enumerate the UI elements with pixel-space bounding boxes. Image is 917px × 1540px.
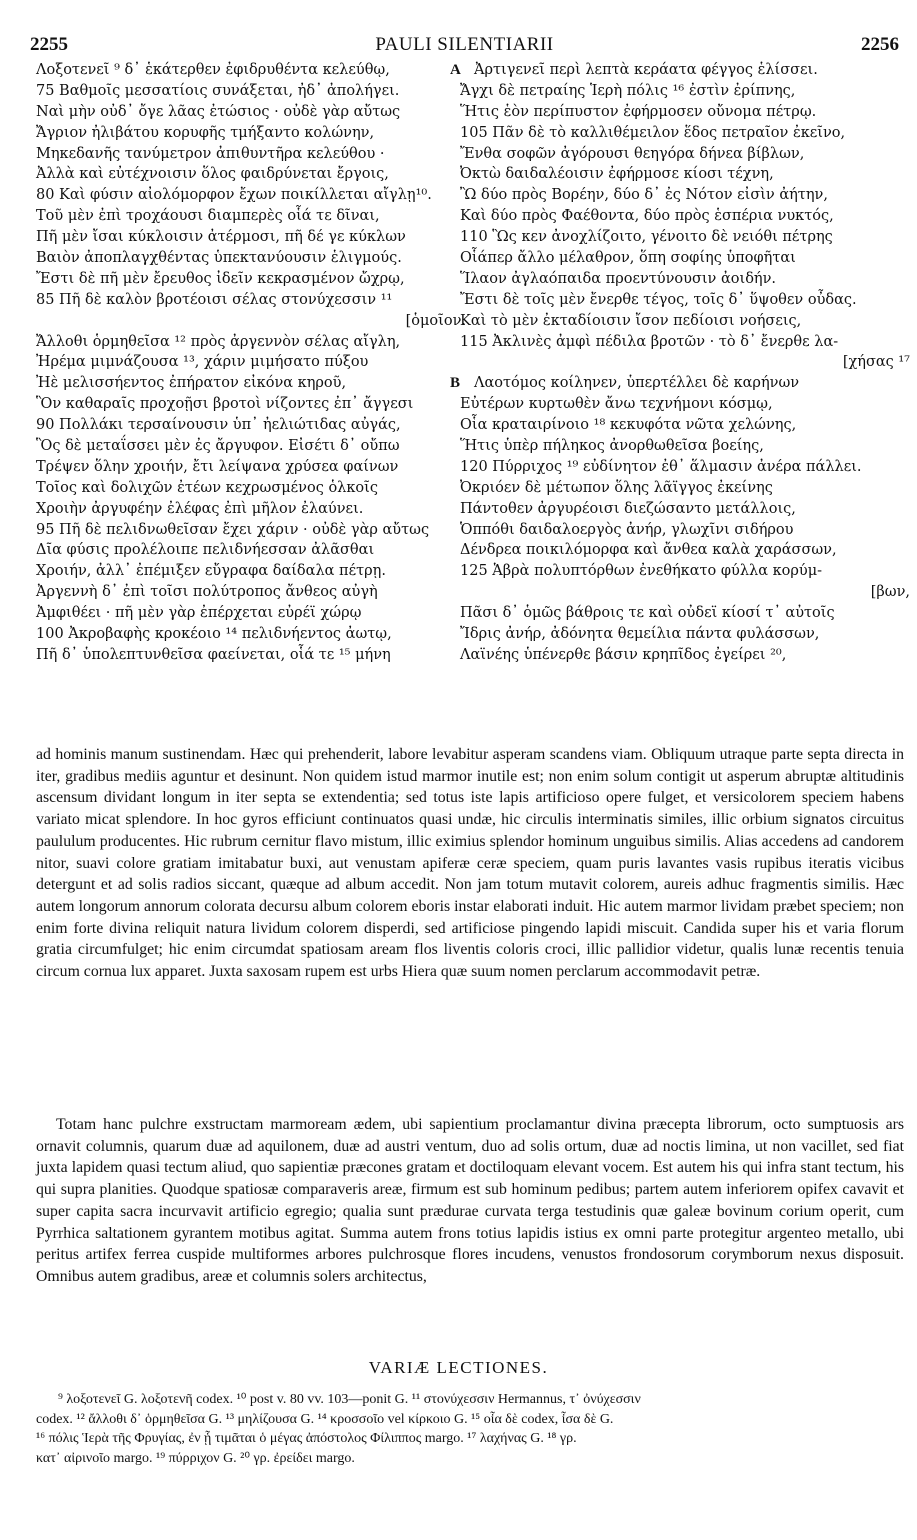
- column-marker: B: [450, 375, 461, 392]
- verse-text: Τρέψεν ὅλην χροιήν, ἔτι λείψανα χρύσεα φαίνων: [36, 458, 399, 475]
- verse-text: Τοῦ μὲν ἐπὶ τροχάουσι διαμπερὲς οἷά τε δῖναι,: [36, 208, 380, 225]
- verse-text: Εὐτέρων κυρτωθὲν ἄνω τεχνήμονι κόσμῳ,: [460, 396, 773, 413]
- verse-line: [36, 436, 466, 457]
- verse-line: [36, 164, 466, 185]
- page-number-right: 2256: [861, 34, 899, 55]
- verse-text: Μηκεδανῆς τανύμετρον ἀπιθυντῆρα κελεύθου ·: [36, 145, 385, 162]
- verse-text: Δῖα φύσις προλέλοιπε πελιδνήεσσαν ἀλᾶσθαι: [36, 542, 375, 559]
- variae-lectiones-heading: VARIÆ LECTIONES.: [368, 1358, 549, 1377]
- verse-text: Πῆ δ᾿ ὑπολεπτυνθεῖσα φαείνεται, οἷά τε ¹⁵ μήνη: [36, 646, 391, 663]
- verse-line: [36, 311, 466, 332]
- verse-text: 95 Πῆ δὲ πελιδνωθεῖσαν ἔχει χάριν · οὐδὲ γὰρ αὔτως: [36, 521, 430, 538]
- verse-text: Ἀμφιθέει · πῆ μὲν γὰρ ἐπέρχεται εὐρέϊ χώρῳ: [36, 605, 362, 622]
- verse-line: [36, 499, 466, 520]
- verse-text: Ἠρέμα μιμνάζουσα ¹³, χάριν μιμήσατο πύξου: [36, 354, 369, 371]
- verse-line: [460, 144, 910, 165]
- verse-line: [460, 206, 910, 227]
- verse-text: 90 Πολλάκι τερσαίνουσιν ὑπ᾿ ἠελιώτιδας αὐγάς,: [36, 417, 401, 434]
- verse-line: [460, 415, 910, 436]
- verse-line: [36, 290, 466, 311]
- verse-text: Πῆ μὲν ἴσαι κύκλοισιν ἀτέρμοσι, πῆ δέ γε κύκλων: [36, 229, 406, 246]
- verse-text: 120 Πύρριχος ¹⁹ εὐδίνητον ἐθ᾿ ἅλμασιν ἀνέρα πάλλει.: [460, 458, 862, 475]
- verse-text: Καὶ τὸ μὲν ἐκταδίοισιν ἴσον πεδίοισι νοήσεις,: [460, 312, 802, 329]
- variae-lectiones-notes: [36, 1390, 904, 1468]
- verse-line: [36, 332, 466, 353]
- greek-verse-left-column: [36, 60, 466, 666]
- verse-line: [460, 561, 910, 582]
- verse-line: [460, 164, 910, 185]
- verse-line: [36, 144, 466, 165]
- verse-line: [450, 60, 910, 81]
- verse-line: [460, 645, 910, 666]
- verse-line: [460, 227, 910, 248]
- verse-line: [36, 102, 466, 123]
- verse-line: [36, 624, 466, 645]
- verse-text: Τοῖος καὶ δολιχῶν ἐτέων κεχρωσμένος ὁλκοῖς: [36, 479, 378, 496]
- verse-line: [36, 248, 466, 269]
- verse-text: Ἀργεννὴ δ᾿ ἐπὶ τοῖσι πολύτροπος ἄνθεος αὐγὴ: [36, 584, 378, 601]
- verse-text: Ὃν καθαραῖς προχοῇσι βροτοὶ νίζοντες ἐπ᾿ ἄγγεσι: [36, 396, 414, 413]
- verse-line: [36, 352, 466, 373]
- verse-text: Ὢ δύο πρὸς Βορέην, δύο δ᾿ ἐς Νότον εἰσὶν ἀήτην,: [460, 187, 828, 204]
- verse-text: 115 Ἀκλινὲς ἀμφὶ πέδιλα βροτῶν · τὸ δ᾿ ἔνερθε λα-: [460, 333, 839, 350]
- verse-line: [36, 645, 466, 666]
- verse-text: Ἄγχι δὲ πετραίης Ἱερὴ πόλις ¹⁶ ἐστὶν ἐρίπνης,: [460, 82, 796, 99]
- verse-line: [460, 290, 910, 311]
- verse-text: Χροιήν, ἀλλ᾿ ἐπέμιξεν εὔγραφα δαίδαλα πέτρῃ.: [36, 563, 386, 580]
- verse-text: 75 Βαθμοῖς μεσσατίοις συνάξεται, ἠδ᾿ ἀπολήγει.: [36, 82, 400, 99]
- verse-line: [460, 520, 910, 541]
- verse-text: Λοξοτενεῖ ⁹ δ᾿ ἑκάτερθεν ἐφιδρυθέντα κελεύθῳ,: [36, 62, 390, 78]
- verse-line: [460, 582, 910, 603]
- verse-text: Βαιὸν ἀποπλαγχθέντας ὑπεκτανύουσιν ἑλιγμούς.: [36, 250, 402, 267]
- verse-line: [36, 561, 466, 582]
- verse-text: 125 Ἁβρὰ πολυπτόρθων ἐνεθήκατο φύλλα κορύμ-: [460, 563, 823, 580]
- verse-line: [460, 436, 910, 457]
- verse-line: [460, 603, 910, 624]
- verse-line: [36, 185, 466, 206]
- verse-line: [460, 102, 910, 123]
- verse-line: [460, 457, 910, 478]
- verse-line: [460, 540, 910, 561]
- verse-line: [460, 81, 910, 102]
- verse-text: Πᾶσι δ᾿ ὁμῶς βάθροις τε καὶ οὐδεϊ κίοσί τ᾿ αὐτοῖς: [460, 605, 835, 622]
- verse-text: Ναὶ μὴν οὐδ᾿ ὄγε λᾶας ἐτώσιος · οὐδὲ γὰρ αὔτως: [36, 103, 401, 120]
- verse-line: [36, 394, 466, 415]
- verse-text: Ἔστι δὲ πῆ μὲν ἔρευθος ἰδεῖν κεκρασμένον ὤχρῳ,: [36, 270, 405, 287]
- verse-text: Ἄλλοθι ὁρμηθεῖσα ¹² πρὸς ἀργεννὸν σέλας αἴγλη,: [36, 333, 401, 350]
- verse-text: 100 Ἀκροβαφὴς κροκέοιο ¹⁴ πελιδνήεντος ἀωτῳ,: [36, 626, 392, 643]
- verse-line: [36, 540, 466, 561]
- verse-line: [460, 624, 910, 645]
- verse-line: [450, 373, 910, 394]
- verse-line: [460, 123, 910, 144]
- verse-text: Οἷάπερ ἄλλο μέλαθρον, ὅπη σοφίης ὑποφῆται: [460, 250, 796, 267]
- page-number-left: 2255: [30, 34, 68, 55]
- verse-text: Ἥτις ἑὸν περίπυστον ἐφήρμοσεν οὔνομα πέτρῳ.: [460, 103, 817, 120]
- verse-text: Χροιὴν ἀργυφέην ἐλέφας ἐπὶ μῆλον ἐλαύνει.: [36, 500, 364, 517]
- verse-line: [36, 206, 466, 227]
- verse-line: [36, 123, 466, 144]
- verse-text: Ὀκριόεν δὲ μέτωπον ὅλης λᾶϊγγος ἐκείνης: [460, 479, 773, 496]
- verse-text: Καὶ δύο πρὸς Φαέθοντα, δύο πρὸς ἑσπέρια νυκτός,: [460, 208, 834, 225]
- verse-line: [36, 478, 466, 499]
- verse-line: [36, 269, 466, 290]
- verse-text: 85 Πῆ δὲ καλὸν βροτέοισι σέλας στονύχεσσιν ¹¹: [36, 291, 393, 308]
- running-title: PAULI SILENTIARII: [375, 34, 554, 55]
- verse-text: Ἔνθα σοφῶν ἀγόρουσι θεηγόρα δήνεα βίβλων,: [460, 145, 805, 162]
- verse-text: Ἠὲ μελισσήεντος ἐπήρατον εἰκόνα κηροῦ,: [36, 375, 347, 392]
- verse-text: Ἴδρις ἀνήρ, ἀδόνητα θεμείλια πάντα φυλάσσων,: [460, 626, 820, 643]
- verse-line: [460, 478, 910, 499]
- verse-line: [36, 60, 466, 81]
- verse-text: Ἀλλὰ καὶ εὐτέχνοισιν ὅλος φαιδρύνεται ἔργοις,: [36, 166, 389, 183]
- verse-text: [χήσας ¹⁷: [842, 354, 910, 371]
- verse-line: [460, 394, 910, 415]
- verse-text: Ἔστι δὲ τοῖς μὲν ἔνερθε τέγος, τοῖς δ᾿ ὕψοθεν οὖδας.: [460, 291, 857, 308]
- verse-text: Οἷα κραταιρίνοιο ¹⁸ κεκυφότα νῶτα χελώνης,: [460, 417, 797, 434]
- verse-line: [36, 520, 466, 541]
- variant-note-line: codex. ¹² ἄλλοθι δ᾿ ὁρμηθεῖσα G. ¹³ μηλίζουσα G. ¹⁴ κροσσοῖο vel κίρκοιο G. ¹⁵ οἷα δὲ codex, ἶσα δὲ G.: [36, 1411, 614, 1427]
- variant-note-line: ¹⁶ πόλις Ἱερὰ τῆς Φρυγίας, ἐν ᾗ τιμᾶται ὁ μέγας ἀπόστολος Φίλιππος margo. ¹⁷ λαχήνας G. ¹⁸ γρ.: [36, 1431, 577, 1446]
- verse-line: [36, 603, 466, 624]
- latin-translation-paragraph-2: Totam hanc pulchre exstructam marmoream ædem, ubi sapientium proclamantur divina præcepta librorum, octo sumptuosis ars ornavit columnis, quarum duæ ad aquilonem, duæ ad austri ventum, duo ad solis ortum, duæ ad noctis limina, ut non vacillet, sed fiat juxta lapidem quasi tectum aliud, quo sapientiæ præcones gratam et doctiloquam elevant vocem. Est autem his qui infra stant tectum, his qui supra planities. Quodque spatiosæ comparaveris areæ, firmum est sub hominum pedibus; partem autem inferiorem opifex cavavit et super capita sacra incurvavit artificio egregio; qualia sunt prædurae curvata terga testudinis quæ galeæ bovinum corium operit, cum Pyrrhica saltationem gyrantem motibus agitat. Summa autem frons totius lapidis istius ex omni parte protegitur argenteo metallo, ubi peritus artifex ferrea cuspide multiformes arbores pulchrosque flores incudens, venustos frondosorum corymborum nexus disposuit. Omnibus autem gradibus, areæ et columnis solers architectus,: [36, 1116, 904, 1285]
- verse-line: [36, 415, 466, 436]
- verse-line: [460, 248, 910, 269]
- verse-text: 80 Καὶ φύσιν αἰολόμορφον ἔχων ποικίλλεται αἴγλῃ¹⁰.: [36, 187, 432, 204]
- verse-line: [460, 499, 910, 520]
- variant-note-line: κατ᾿ αἰρινοῖο margo. ¹⁹ πύρριχον G. ²⁰ γρ. ἐρείδει margo.: [36, 1450, 355, 1466]
- verse-text: 110 Ὣς κεν ἀνοχλίζοιτο, γένοιτο δὲ νειόθι πέτρης: [460, 229, 833, 246]
- column-marker: A: [450, 62, 461, 78]
- verse-text: Δένδρεα ποικιλόμορφα καὶ ἄνθεα καλὰ χαράσσων,: [460, 542, 837, 559]
- latin-translation-paragraph-1: ad hominis manum sustinendam. Hæc qui prehenderit, labore levabitur asperam scandens viam. Obliquum utraque parte septa directa in iter, gradibus mediis aguntur et desinunt. Non quidem istud marmor inutile est; non enim solum contigit ut asperum abruptæ altitudinis ascensum dividant longum in iter septa se extendentia; sed totus iste lapis artificioso opere fulget, et versicolorem speciem habens variato micat splendore. In hoc gyros efficiunt continuatos quasi undæ, hic circulis interminatis similes, illic orbium signatos circuitus paululum producentes. Hic rubrum cernitur flavo mistum, illic eximius splendor hominum unguibus similis. Alias accedens ad candorem nitor, suavi colore gratiam imitabatur buxi, aut venustam apiferæ ceræ speciem, quam puris lavantes vasis rupibus iteratis vicibus detergunt et ad solis radios siccant, quæque ad album accedit. Non jam totum mutavit colorem, aureis adhuc fragmentis similis. Hæc autem longorum annorum colorata decursu album colorem eboris instar elaborati induit. Hic autem marmor lividam præbet speciem; non enim forte divina reliquit natura lividum colorem disperdi, sed artificiose pingendo lapidi miscuit. Candida super his et varia florum gratia circumfulget; hic enim circumdat spatiosam aream flos liventis coloris croci, illic pallidior videtur, qualis lunæ recentis tenuia circum cornua lux apparet. Juxta saxosam rupem est urbs Hiera quæ suum nomen perclarum accommodavit petræ.: [36, 746, 904, 981]
- verse-line: [460, 332, 910, 353]
- verse-text: Ἀρτιγενεῖ περὶ λεπτὰ κεράατα φέγγος ἑλίσσει.: [474, 62, 818, 78]
- verse-line: [36, 457, 466, 478]
- verse-text: Ὀκτὼ δαιδαλέοισιν ἐφήρμοσε κίοσι τέχνη,: [460, 166, 774, 183]
- verse-text: Ἵλαον ἀγλαόπαιδα προεντύνουσιν ἀοιδήν.: [460, 270, 777, 287]
- verse-text: Λαοτόμος κοίληνεν, ὑπερτέλλει δὲ καρήνων: [474, 375, 800, 392]
- verse-text: Λαϊνέης ὑπένερθε βάσιν κρηπῖδος ἐγείρει ²⁰,: [460, 646, 787, 663]
- verse-text: [ὁμοῖον.: [405, 312, 466, 329]
- verse-text: 105 Πᾶν δὲ τὸ καλλιθέμειλον ἕδος πετραῖον ἐκεῖνο,: [460, 124, 846, 141]
- verse-text: Ἄγριον ἠλιβάτου κορυφῆς τμήξαντο κολώνην,: [36, 124, 375, 141]
- verse-line: [36, 227, 466, 248]
- verse-text: [βων,: [870, 584, 910, 601]
- verse-line: [36, 582, 466, 603]
- greek-verse-right-column: [450, 60, 910, 666]
- verse-text: Πάντοθεν ἀργυρέοισι διεζώσαντο μετάλλοις,: [460, 500, 796, 517]
- verse-line: [36, 81, 466, 102]
- variant-note-line: ⁹ λοξοτενεῖ G. λοξοτενῆ codex. ¹⁰ post v. 80 vv. 103—ponit G. ¹¹ στονύχεσσιν Hermannus, τ᾿ ὀνύχεσσιν: [58, 1392, 641, 1407]
- verse-text: Ὁππόθι δαιδαλοεργὸς ἀνήρ, γλωχῖνι σιδήρου: [460, 521, 794, 538]
- verse-text: Ὃς δὲ μεταΐσσει μὲν ἐς ἄργυφον. Εἰσέτι δ᾿ οὔπω: [36, 438, 400, 455]
- verse-line: [460, 185, 910, 206]
- running-head: [30, 34, 899, 58]
- verse-line: [460, 352, 910, 373]
- verse-text: Ἥτις ὑπὲρ πήληκος ἀνορθωθεῖσα βοείης,: [460, 438, 764, 455]
- verse-line: [460, 311, 910, 332]
- verse-line: [460, 269, 910, 290]
- verse-line: [36, 373, 466, 394]
